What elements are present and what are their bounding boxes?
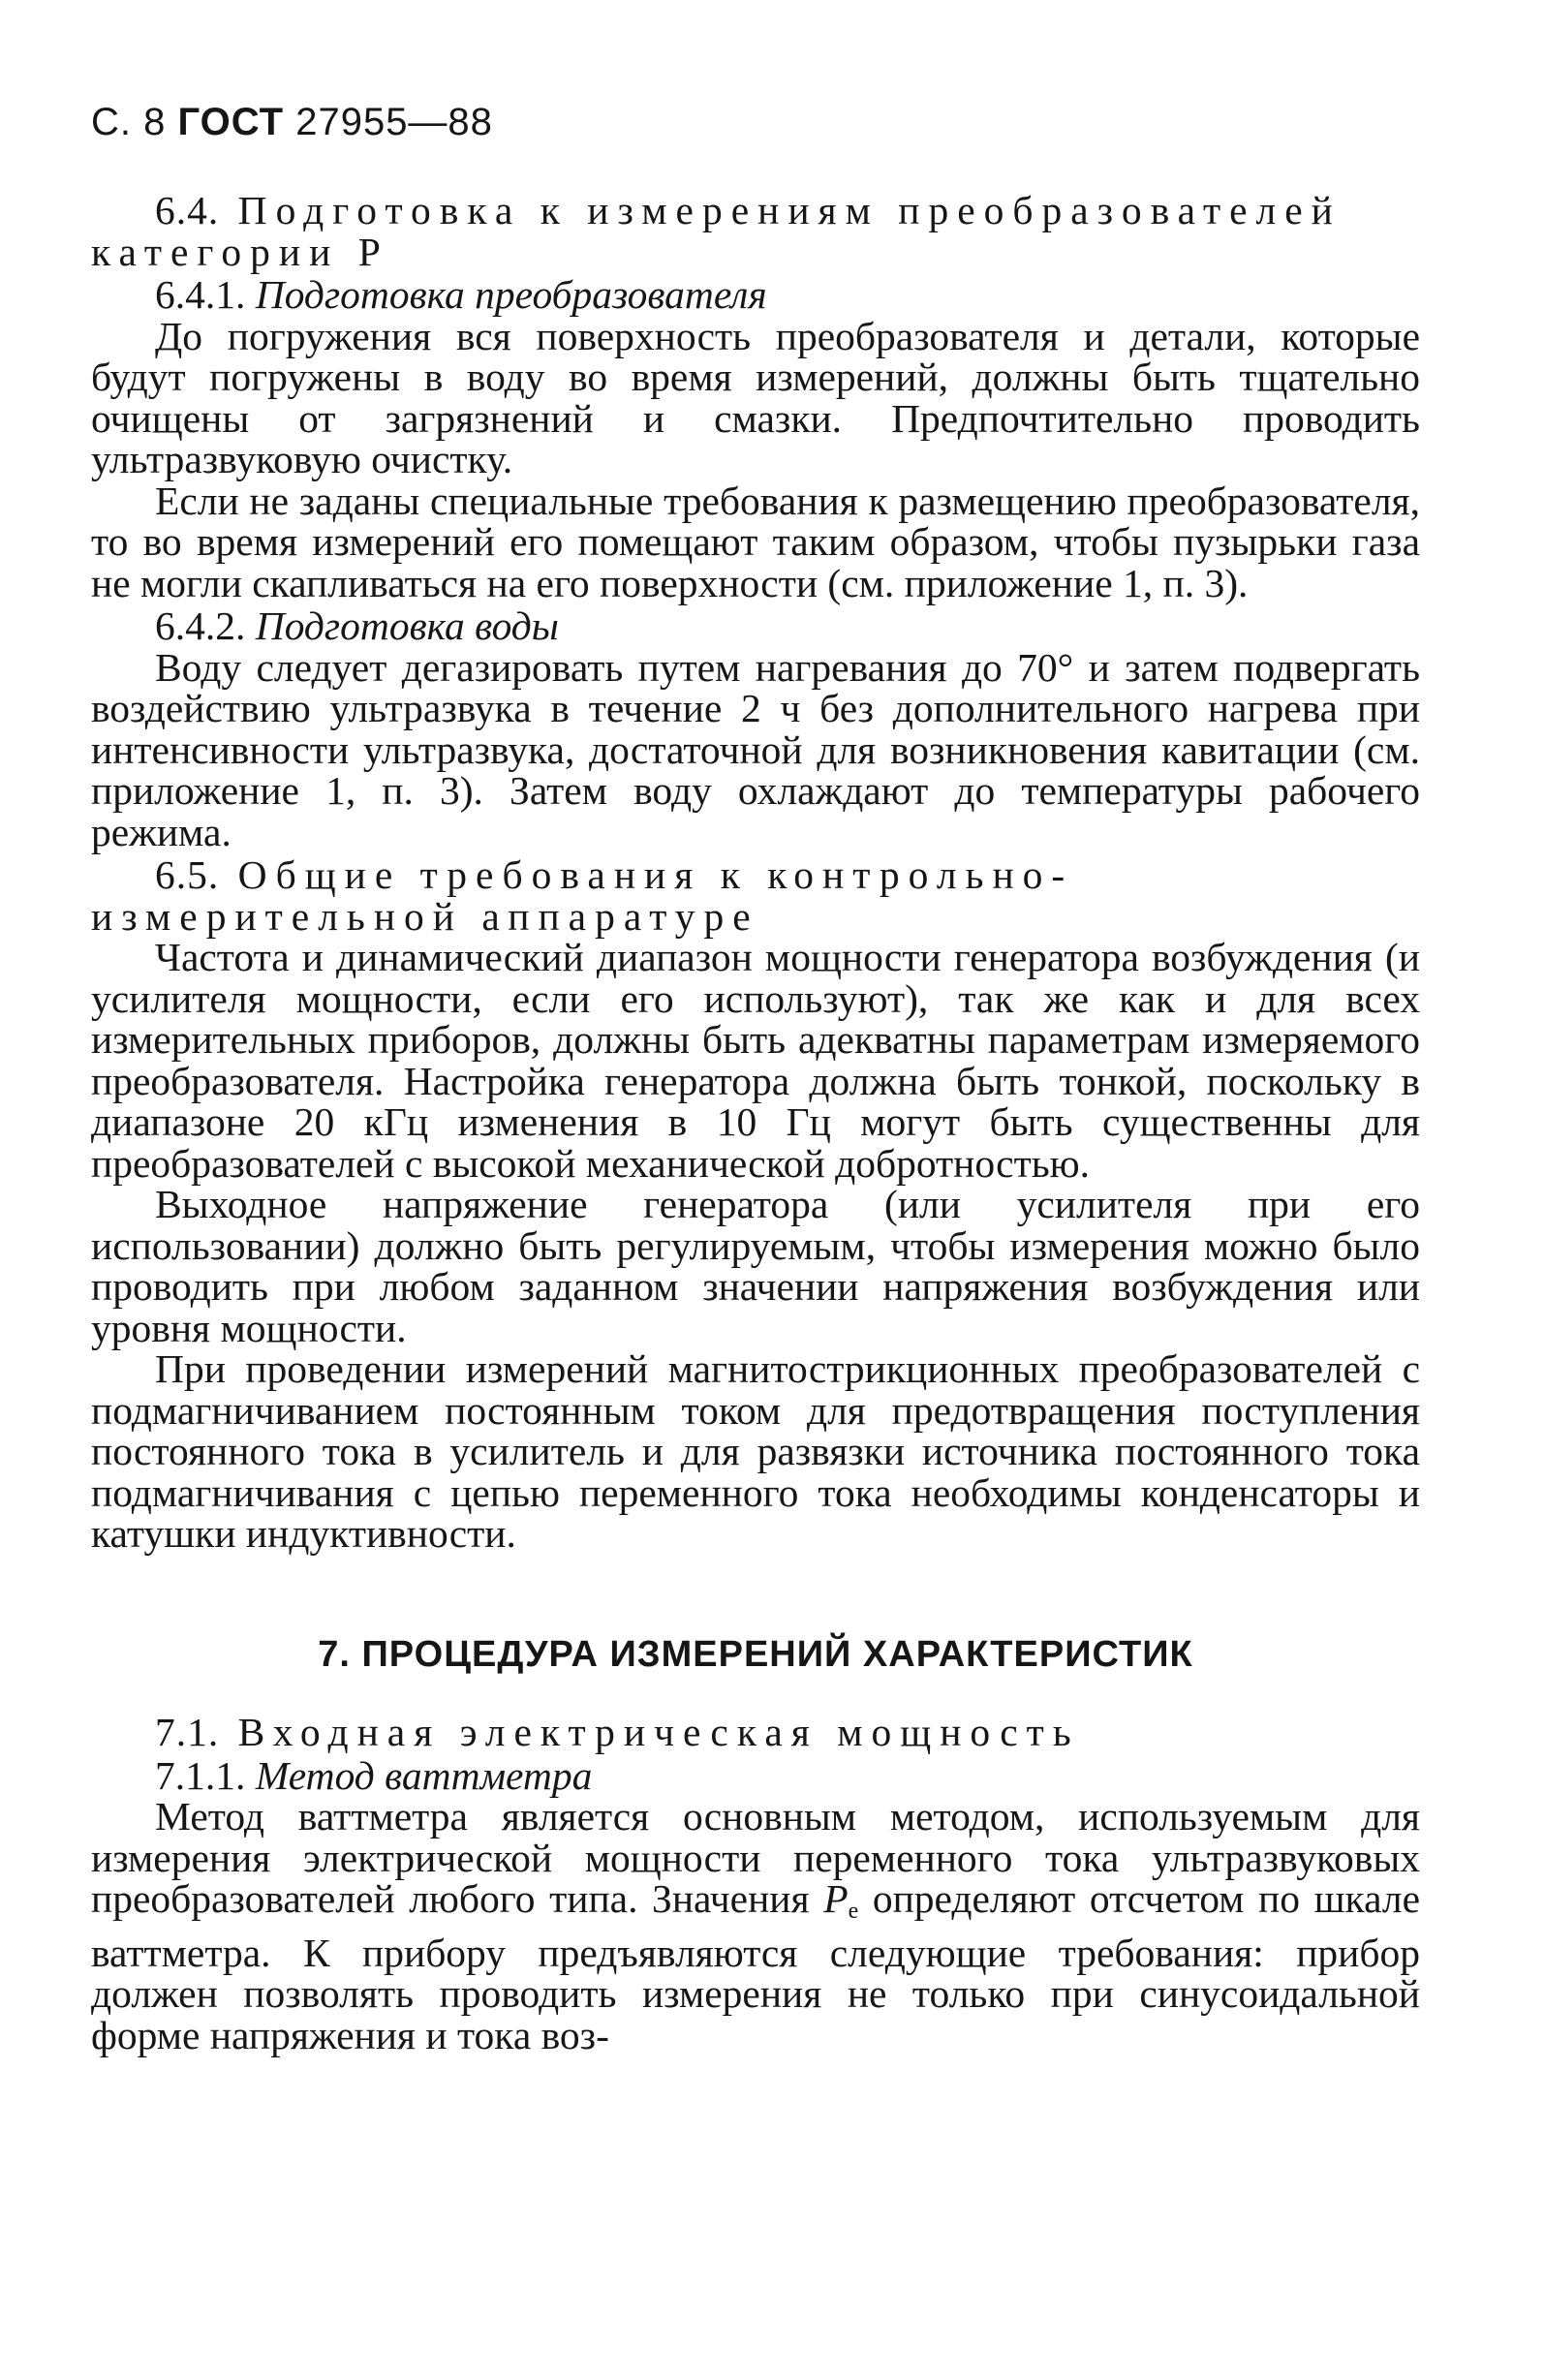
paragraph: Если не заданы специальные требования к размещению преобразователя, то во время измерений его помещают таким образом, чтобы пузырьки газа не могли скапливаться на его поверхности (см. приложение 1, п. 3).	[91, 478, 1420, 605]
paragraph: При проведении измерений магнитострикционных преобразователей с подмагничиванием постоянным током для предотвращения поступления постоянного тока в усилитель и для развязки источника постоянного тока подмагничивания с цепью переменного тока необходимы конденсаторы и катушки индуктивности.	[91, 1346, 1420, 1556]
paragraph: Метод ваттметра является основным методом, используемым для измерения электрической мощности переменного тока ультразвуковых преобразователей любого типа. Значения $P_e$ определяют отсчетом по шкале ваттметра. К прибору предъявляются следующие требования: прибор должен позволять проводить измерения не только при синусоидальной форме напряжения и тока воз-	[91, 1794, 1420, 2057]
standard-number: 27955—88	[295, 101, 493, 143]
clause-6-5-heading: 6.5. Общие требования к контрольно-измерительной аппаратуре	[91, 852, 1074, 939]
paragraph: Воду следует дегазировать путем нагревания до 70° и затем подвергать воздействию ультразвука в течение 2 ч без дополнительного нагрева при интенсивности ультразвука, достаточной для возникновения кавитации (см. приложение 1, п. 3). Затем воду охлаждают до температуры рабочего режима.	[91, 644, 1420, 854]
paragraph: Выходное напряжение генератора (или усилителя при его использовании) должно быть регулируемым, чтобы измерения можно было проводить при любом заданном значении напряжения возбуждения или уровня мощности.	[91, 1182, 1420, 1350]
section-7-title: 7. ПРОЦЕДУРА ИЗМЕРЕНИЙ ХАРАКТЕРИСТИК	[318, 1633, 1193, 1675]
clause-6-4-1-heading: 6.4.1. Подготовка преобразователя	[155, 272, 767, 317]
power-symbol: $P_e$	[823, 1876, 859, 1924]
standard-label: ГОСТ	[177, 101, 285, 143]
clause-6-4-2-heading: 6.4.2. Подготовка воды	[155, 603, 559, 648]
clause-7-1-heading: 7.1. Входная электрическая мощность	[155, 1710, 1080, 1754]
clause-6-4-heading: 6.4. Подготовка к измерениям преобразователей категории Р	[91, 188, 1342, 274]
page-header	[91, 101, 493, 144]
paragraph: До погружения вся поверхность преобразователя и детали, которые будут погружены в воду во время измерений, должны быть тщательно очищены от загрязнений и смазки. Предпочтительно проводить ультразвуковую очистку.	[91, 313, 1420, 481]
document-body	[91, 190, 1420, 2055]
page-number: С. 8	[91, 101, 167, 143]
clause-7-1-1-heading: 7.1.1. Метод ваттметра	[155, 1752, 593, 1798]
paragraph: Частота и динамический диапазон мощности генератора возбуждения (и усилителя мощности, если его используют), так же как и для всех измерительных приборов, должны быть адекватны параметрам измеряемого преобразователя. Настройка генератора должна быть тонкой, поскольку в диапазоне 20 кГц изменения в 10 Гц могут быть существенны для преобразователей с высокой механической добротностью.	[91, 935, 1420, 1186]
